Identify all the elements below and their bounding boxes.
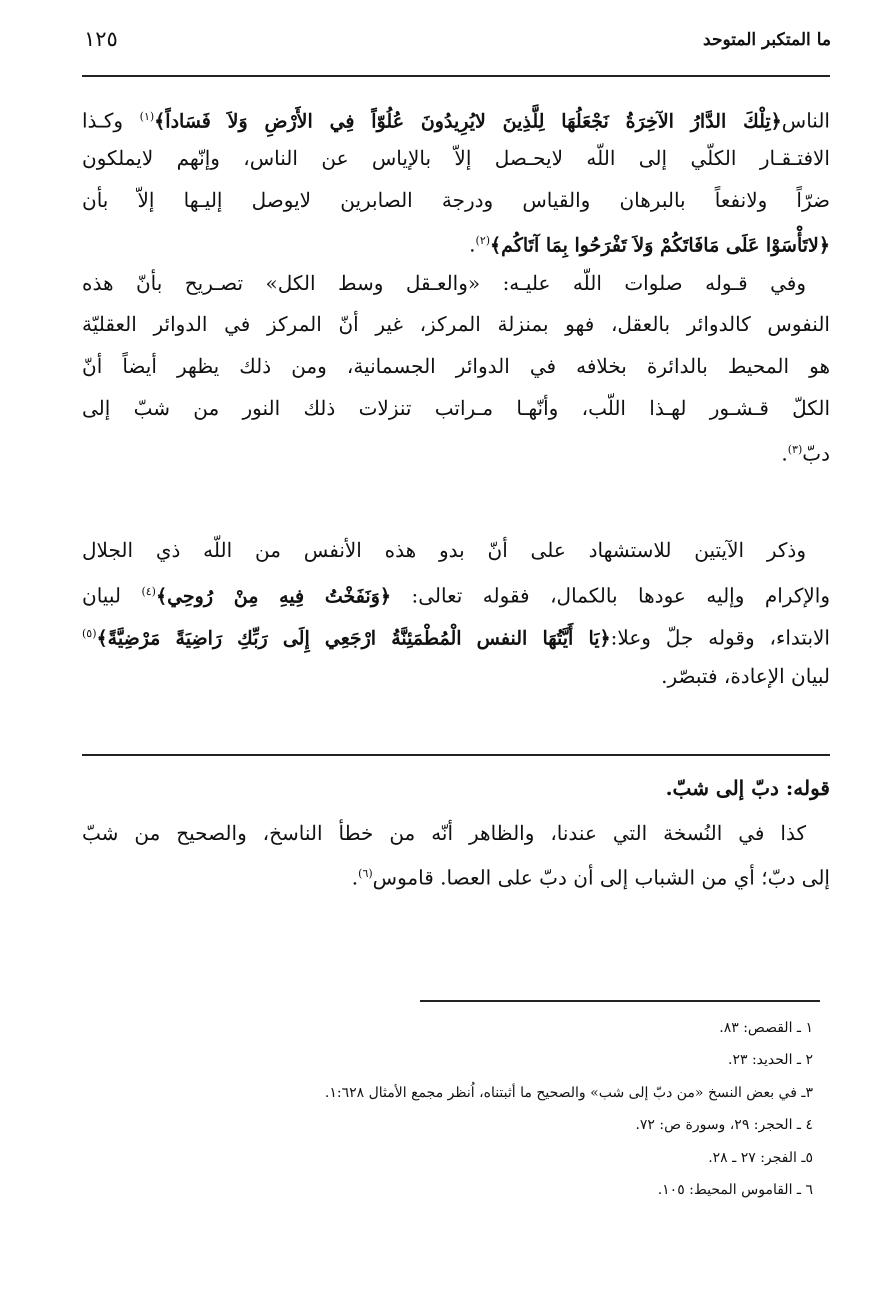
text-span: لبيان	[82, 583, 142, 608]
quran-quote: ﴿وَنَفَخْتُ فِيهِ مِنْ رُوحِي﴾	[155, 585, 392, 608]
footnote-marker[interactable]: (٥)	[82, 627, 97, 640]
text-span: وكـذا	[82, 108, 140, 133]
text-line	[82, 530, 830, 570]
footnote-marker[interactable]: (٦)	[358, 867, 373, 880]
footnote: ٢ ـ الحديد: ٢٣.	[728, 1052, 813, 1068]
footnote: ٥ـ الفجر: ٢٧ ـ ٢٨.	[708, 1150, 813, 1166]
text-line	[82, 263, 830, 303]
text-line	[82, 656, 830, 696]
text-span: كذا في النُسخة التي عندنا، والظاهر أنّه من خطأ الناسخ، والصحيح من شبّ	[82, 821, 806, 845]
text-span: والإكرام وإليه عودها بالكمال، فقوله تعالى:	[391, 583, 830, 608]
quran-quote: ﴿يَا أَيَّتُهَا النفس الْمُطْمَئِنَّةُ ارْجَعِي إِلَى رَبِّكِ رَاضِيَةً مَرْضِيَّةً﴾	[96, 627, 611, 650]
quran-quote: ﴿تِلْكَ الدَّارُ الآخِرَةُ نَجْعَلُهَا لِلَّذِينَ لايُرِيدُونَ عُلُوّاً فِي الأَرْضِ وَلاَ فَسَاداً﴾	[154, 110, 782, 133]
running-header-title: ما المتكبر المتوحد	[703, 30, 831, 50]
section-divider	[82, 754, 830, 756]
text-line	[82, 388, 830, 428]
text-span: .	[469, 232, 476, 257]
text-line	[82, 572, 830, 612]
text-span: ضرّاً ولانفعاً بالبرهان والقياس ودرجة الصابرين لايوصل إليـها إلاّ بأن	[82, 188, 830, 212]
text-line	[82, 221, 830, 261]
text-line	[82, 304, 830, 344]
text-span: الافتـقـار الكلّي إلى اللّه لايحـصل إلاّ بالإياس عن الناس، وإنّهم لايملكون	[82, 146, 830, 170]
text-span: وفي قـوله صلوات اللّه عليـه: «والعـقل وسط الكل» تصـريح بأنّ هذه	[82, 271, 806, 295]
text-line	[82, 97, 830, 137]
quran-quote: ﴿لاتَأْسَوْا عَلَى مَافَاتَكُمْ وَلاَ تَفْرَحُوا بِمَا آتَاكُم﴾	[490, 234, 830, 257]
footnote: ٦ ـ القاموس المحيط: ١٠٥.	[657, 1182, 813, 1198]
text-span: .	[781, 441, 788, 466]
text-line	[82, 854, 830, 894]
text-line	[82, 614, 830, 654]
text-line	[82, 813, 830, 853]
text-span: لبيان الإعادة، فتبصّر.	[661, 664, 830, 688]
footnote: ٣ـ في بعض النسخ «من دبّ إلى شب» والصحيح ما أثبتناه، اُنظر مجمع الأمثال ١:٦٢٨.	[324, 1085, 813, 1101]
text-span: الناس	[781, 108, 830, 133]
footnote-marker[interactable]: (٢)	[475, 234, 491, 247]
text-line	[82, 138, 830, 178]
text-line	[82, 430, 830, 470]
footnote-marker[interactable]: (١)	[139, 110, 155, 123]
footnote-marker[interactable]: (٤)	[141, 585, 156, 598]
footnote-rule	[420, 1000, 820, 1002]
page-number: ١٢٥	[84, 27, 118, 51]
text-line	[82, 180, 830, 220]
footnote-marker[interactable]: (٣)	[787, 443, 803, 456]
text-span: إلى دبّ؛ أي من الشباب إلى أن دبّ على العصا. قاموس	[372, 865, 830, 890]
commentary-heading: قوله: دبّ إلى شبّ.	[665, 776, 830, 800]
text-span: وذكر الآيتين للاستشهاد على أنّ بدو هذه الأنفس من اللّه ذي الجلال	[82, 538, 806, 562]
text-line	[82, 346, 830, 386]
footnote: ١ ـ القصص: ٨٣.	[719, 1020, 813, 1036]
text-span: هو المحيط بالدائرة بخلافه في الدوائر الجسمانية، ومن ذلك يظهر أيضاً أنّ	[82, 354, 830, 378]
text-span: الكلّ قـشـور لهـذا اللّب، وأنّهـا مـراتب تنزلات ذلك النور من شبّ إلى	[82, 396, 830, 420]
text-span: النفوس كالدوائر بالعقل، فهو بمنزلة المركز، غير أنّ المركز في الدوائر العقليّة	[82, 312, 830, 336]
text-span: .	[351, 865, 359, 890]
header-rule	[82, 75, 830, 77]
footnote: ٤ ـ الحجر: ٢٩، وسورة ص: ٧٢.	[635, 1117, 813, 1133]
text-span: الابتداء، وقوله جلّ وعلا:	[610, 625, 830, 650]
text-span: دبّ	[802, 441, 830, 466]
